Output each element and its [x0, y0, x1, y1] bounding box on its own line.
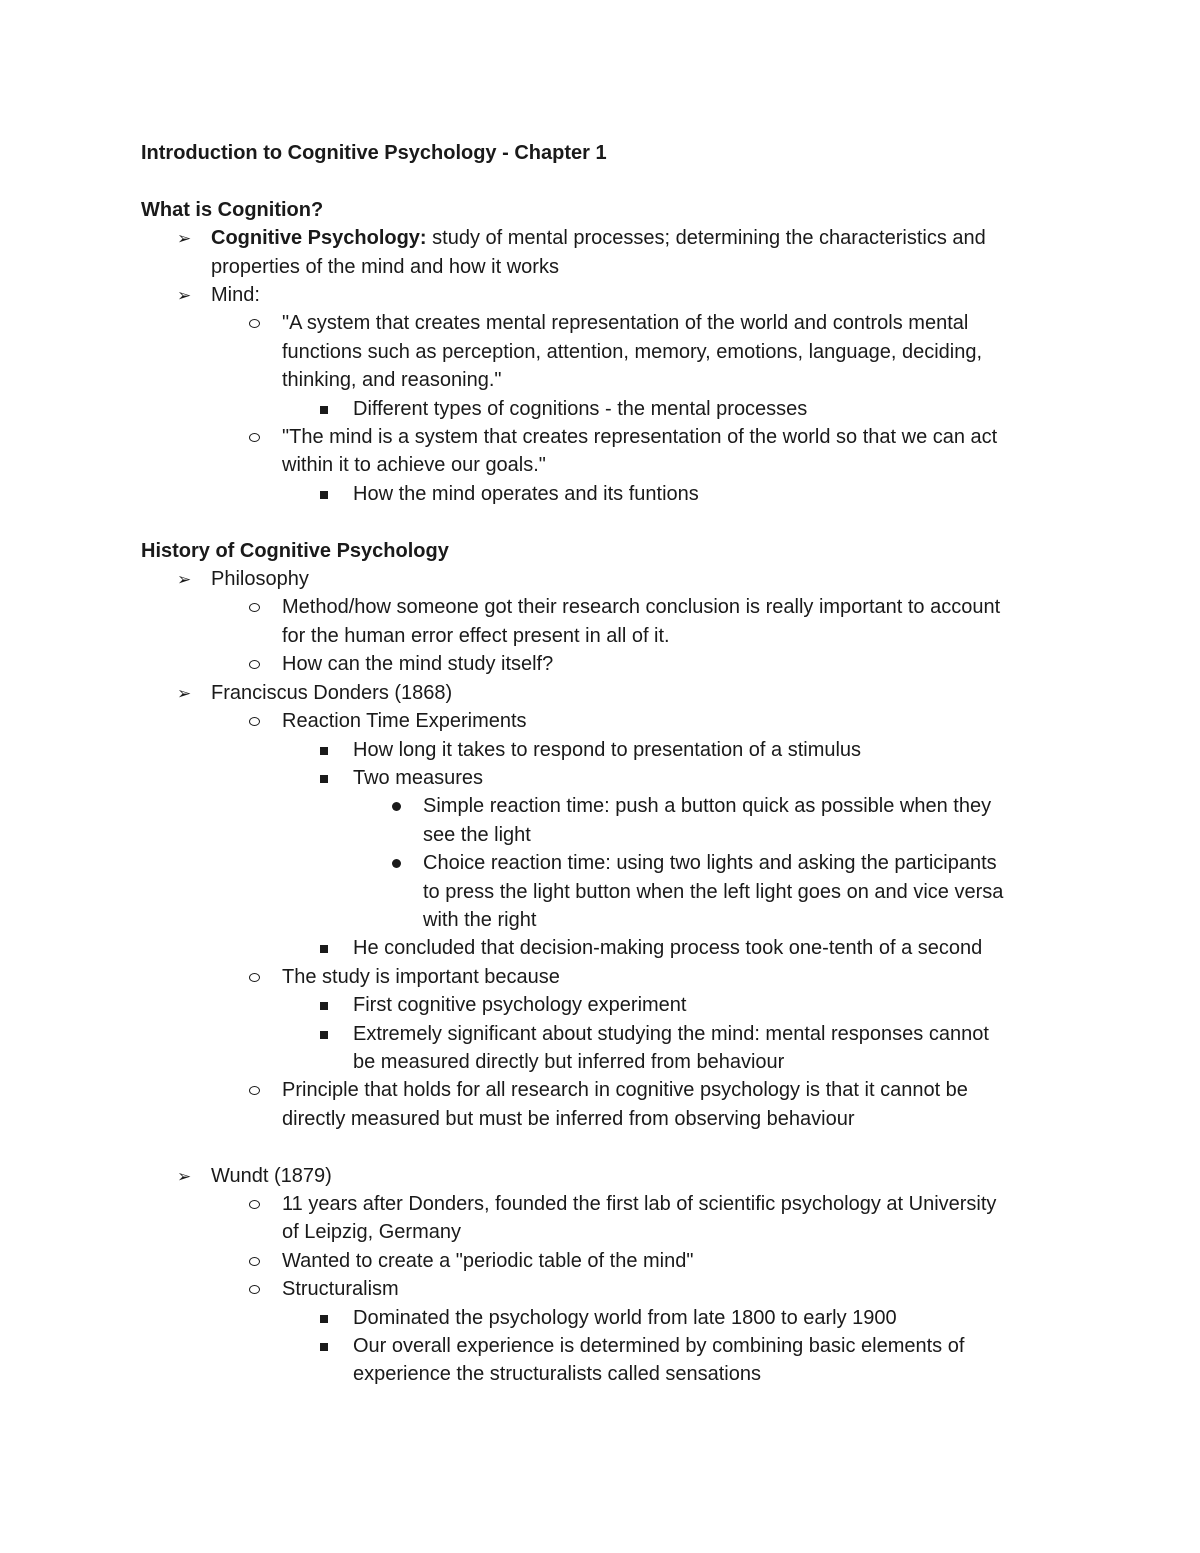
square-bullet-icon	[317, 395, 341, 423]
list-item-simple-rt: Simple reaction time: push a button quick as possible when they see the light	[141, 792, 1071, 849]
list-item-wundt-lab: 11 years after Donders, founded the first lab of scientific psychology at University of Leipzig, Germany	[141, 1190, 1071, 1247]
circle-bullet-icon	[247, 1275, 271, 1303]
list-item-mind-quote-1: "A system that creates mental representation of the world and controls mental functions such as perception, attention, memory, emotions, language, deciding, thinking, and reasoning."	[141, 309, 1071, 394]
circle-bullet-icon	[247, 707, 271, 735]
spacer	[141, 167, 1071, 195]
arrow-bullet-icon	[177, 224, 201, 253]
spacer	[141, 508, 1071, 536]
dot-bullet-icon	[389, 792, 413, 820]
circle-bullet-icon	[247, 1247, 271, 1275]
circle-bullet-icon	[247, 963, 271, 991]
circle-bullet-icon	[247, 1076, 271, 1104]
document-title: Introduction to Cognitive Psychology - Chapter 1	[141, 142, 607, 164]
circle-bullet-icon	[247, 593, 271, 621]
circle-bullet-icon	[247, 309, 271, 337]
circle-bullet-icon	[247, 423, 271, 451]
list-item-first-experiment: First cognitive psychology experiment	[141, 991, 1071, 1019]
list-item-philosophy-question: How can the mind study itself?	[141, 650, 1071, 678]
square-bullet-icon	[317, 991, 341, 1019]
arrow-bullet-icon	[177, 565, 201, 594]
list-item-wundt: ➢ Wundt (1879)	[141, 1162, 1071, 1190]
circle-bullet-icon	[247, 650, 271, 678]
term-definition-cont: properties of the mind and how it works	[211, 255, 559, 278]
spacer	[141, 1133, 1071, 1161]
list-item-choice-rt: Choice reaction time: using two lights and asking the participants to press the light button when the left light goes on and vice versa with the right	[141, 849, 1071, 934]
square-bullet-icon	[317, 736, 341, 764]
term-definition: study of mental processes; determining the characteristics and	[426, 227, 986, 250]
circle-bullet-icon	[247, 1190, 271, 1218]
square-bullet-icon	[317, 764, 341, 792]
arrow-bullet-icon	[177, 281, 201, 310]
square-bullet-icon	[317, 1332, 341, 1360]
list-item-cognitive-psychology	[141, 224, 1071, 281]
arrow-bullet-icon	[177, 679, 201, 708]
list-item-structuralism: Structuralism	[141, 1275, 1071, 1303]
square-bullet-icon	[317, 1020, 341, 1048]
list-item-rt-conclusion: He concluded that decision-making process took one-tenth of a second	[141, 934, 1071, 962]
list-item-principle: Principle that holds for all research in cognitive psychology is that it cannot be directly measured but must be inferred from observing behaviour	[141, 1076, 1071, 1133]
arrow-bullet-icon	[177, 1162, 201, 1191]
list-item-philosophy: ➢ Philosophy	[141, 565, 1071, 593]
list-item-mind-quote-1-note: Different types of cognitions - the mental processes	[141, 395, 1071, 423]
list-item-donders: ➢ Franciscus Donders (1868)	[141, 679, 1071, 707]
list-item-dominated: Dominated the psychology world from late 1800 to early 1900	[141, 1304, 1071, 1332]
list-item-sensations: Our overall experience is determined by combining basic elements of experience the structuralists called sensations	[141, 1332, 1071, 1389]
list-item-rt-two-measures: Two measures	[141, 764, 1071, 792]
list-item-mind: ➢ Mind:	[141, 281, 1071, 309]
square-bullet-icon	[317, 1304, 341, 1332]
document-page	[141, 139, 1071, 1389]
term-label: Cognitive Psychology:	[211, 227, 427, 250]
square-bullet-icon	[317, 934, 341, 962]
square-bullet-icon	[317, 480, 341, 508]
list-item-study-important: The study is important because	[141, 963, 1071, 991]
section-heading-what-is-cognition: What is Cognition?	[141, 198, 324, 221]
list-item-mind-quote-2-note: How the mind operates and its funtions	[141, 480, 1071, 508]
section-heading-history: History of Cognitive Psychology	[141, 539, 449, 562]
list-item-significant: Extremely significant about studying the mind: mental responses cannot be measured directly but inferred from behaviour	[141, 1020, 1071, 1077]
list-item-periodic-table: Wanted to create a "periodic table of the mind"	[141, 1247, 1071, 1275]
list-item-mind-quote-2: "The mind is a system that creates representation of the world so that we can act within it to achieve our goals."	[141, 423, 1071, 480]
list-item-rt-experiments: Reaction Time Experiments	[141, 707, 1071, 735]
list-item-philosophy-method: Method/how someone got their research conclusion is really important to account for the human error effect present in all of it.	[141, 593, 1071, 650]
list-item-rt-how-long: How long it takes to respond to presentation of a stimulus	[141, 736, 1071, 764]
dot-bullet-icon	[389, 849, 413, 877]
